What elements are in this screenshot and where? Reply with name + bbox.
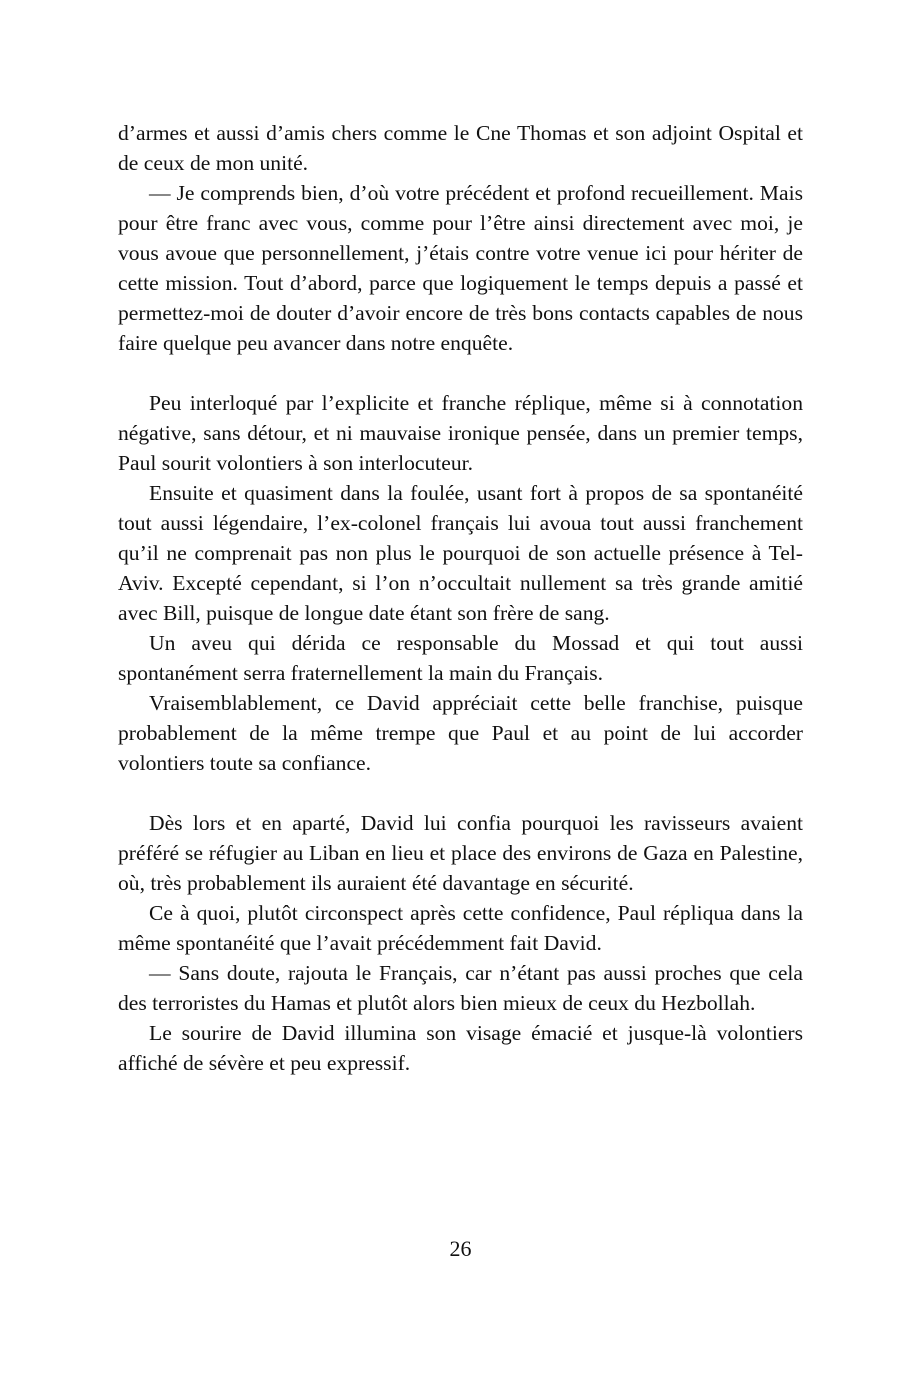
- paragraph: Peu interloqué par l’explicite et franche réplique, même si à connotation négative, sans détour, et ni mauvaise ironique pensée, dans un premier temps, Paul sourit volontiers à son interlocuteur.: [118, 391, 803, 475]
- paragraph: Ensuite et quasiment dans la foulée, usant fort à propos de sa spontanéité tout aussi légendaire, l’ex-colonel français lui avoua tout aussi franchement qu’il ne comprenait pas non plus le pourquoi de son actuelle présence à Tel-Aviv. Excepté cependant, si l’on n’occultait nullement sa très grande amitié avec Bill, puisque de longue date étant son frère de sang.: [118, 481, 803, 625]
- paragraph: Le sourire de David illumina son visage émacié et jusque-là volontiers affiché de sévère et peu expressif.: [118, 1021, 803, 1075]
- paragraph: d’armes et aussi d’amis chers comme le Cne Thomas et son adjoint Ospital et de ceux de mon unité.: [118, 121, 803, 175]
- paragraph: Un aveu qui dérida ce responsable du Mossad et qui tout aussi spontanément serra fraternellement la main du Français.: [118, 631, 803, 685]
- paragraph: Ce à quoi, plutôt circonspect après cette confidence, Paul répliqua dans la même spontanéité que l’avait précédemment fait David.: [118, 901, 803, 955]
- paragraph: — Sans doute, rajouta le Français, car n’étant pas aussi proches que cela des terroristes du Hamas et plutôt alors bien mieux de ceux du Hezbollah.: [118, 961, 803, 1015]
- paragraph: — Je comprends bien, d’où votre précédent et profond recueillement. Mais pour être franc avec vous, comme pour l’être ainsi directement avec moi, je vous avoue que personnellement, j’étais contre votre venue ici pour hériter de cette mission. Tout d’abord, parce que logiquement le temps depuis a passé et permettez-moi de douter d’avoir encore de très bons contacts capables de nous faire quelque peu avancer dans notre enquête.: [118, 181, 803, 355]
- page-number: 26: [449, 1236, 472, 1261]
- paragraph: Vraisemblablement, ce David appréciait cette belle franchise, puisque probablement de la même trempe que Paul et au point de lui accorder volontiers toute sa confiance.: [118, 691, 803, 775]
- section-gap: [118, 358, 803, 388]
- paragraph: Dès lors et en aparté, David lui confia pourquoi les ravisseurs avaient préféré se réfugier au Liban en lieu et place des environs de Gaza en Palestine, où, très probablement ils auraient été davantage en sécurité.: [118, 811, 803, 895]
- section-gap: [118, 778, 803, 808]
- body-text: [118, 118, 803, 1078]
